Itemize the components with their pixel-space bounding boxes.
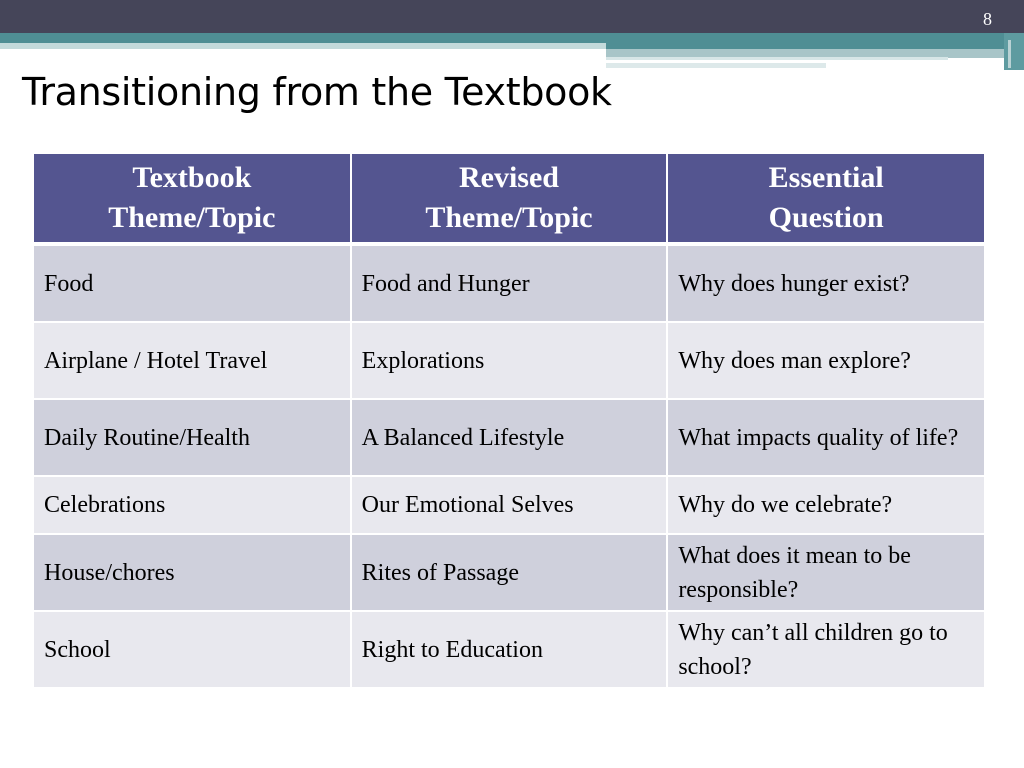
table-cell: Food and Hunger — [351, 244, 668, 322]
table-cell: What does it mean to be responsible? — [667, 534, 984, 611]
header-line: Textbook — [132, 161, 252, 194]
table-row — [34, 244, 984, 322]
decor-strip — [606, 57, 948, 60]
decor-strip — [606, 63, 826, 68]
header-cell-textbook-topic — [34, 154, 351, 244]
theme-table — [34, 154, 984, 689]
table-cell: Daily Routine/Health — [34, 399, 351, 476]
table-cell: School — [34, 611, 351, 688]
table-row — [34, 399, 984, 476]
table-cell: Celebrations — [34, 476, 351, 534]
header-line: Revised — [458, 161, 559, 194]
header-line: Essential — [768, 161, 884, 194]
table-row — [34, 611, 984, 688]
table-row — [34, 534, 984, 611]
table-cell: Food — [34, 244, 351, 322]
top-decor-band — [0, 0, 1024, 33]
table-cell: Our Emotional Selves — [351, 476, 668, 534]
header-cell-revised-topic — [351, 154, 668, 244]
slide-number: 8 — [983, 9, 992, 29]
table-cell: Rites of Passage — [351, 534, 668, 611]
decor-side-block — [1004, 33, 1024, 70]
table-header-row — [34, 154, 984, 244]
decor-side-line — [1008, 40, 1011, 68]
table-cell: Why can’t all children go to school? — [667, 611, 984, 688]
table-cell: A Balanced Lifestyle — [351, 399, 668, 476]
header-line: Theme/Topic — [108, 201, 276, 234]
table-cell: Airplane / Hotel Travel — [34, 322, 351, 399]
header-line: Question — [768, 201, 884, 234]
table-cell: Why does hunger exist? — [667, 244, 984, 322]
table-row — [34, 476, 984, 534]
header-cell-essential-question — [667, 154, 984, 244]
table-row — [34, 322, 984, 399]
table-cell: Right to Education — [351, 611, 668, 688]
table-cell: Why does man explore? — [667, 322, 984, 399]
table-cell: Why do we celebrate? — [667, 476, 984, 534]
table-cell: Explorations — [351, 322, 668, 399]
table-cell: House/chores — [34, 534, 351, 611]
slide-title: Transitioning from the Textbook — [22, 70, 612, 114]
decor-strip — [0, 43, 606, 49]
header-line: Theme/Topic — [425, 201, 593, 234]
table-cell: What impacts quality of life? — [667, 399, 984, 476]
